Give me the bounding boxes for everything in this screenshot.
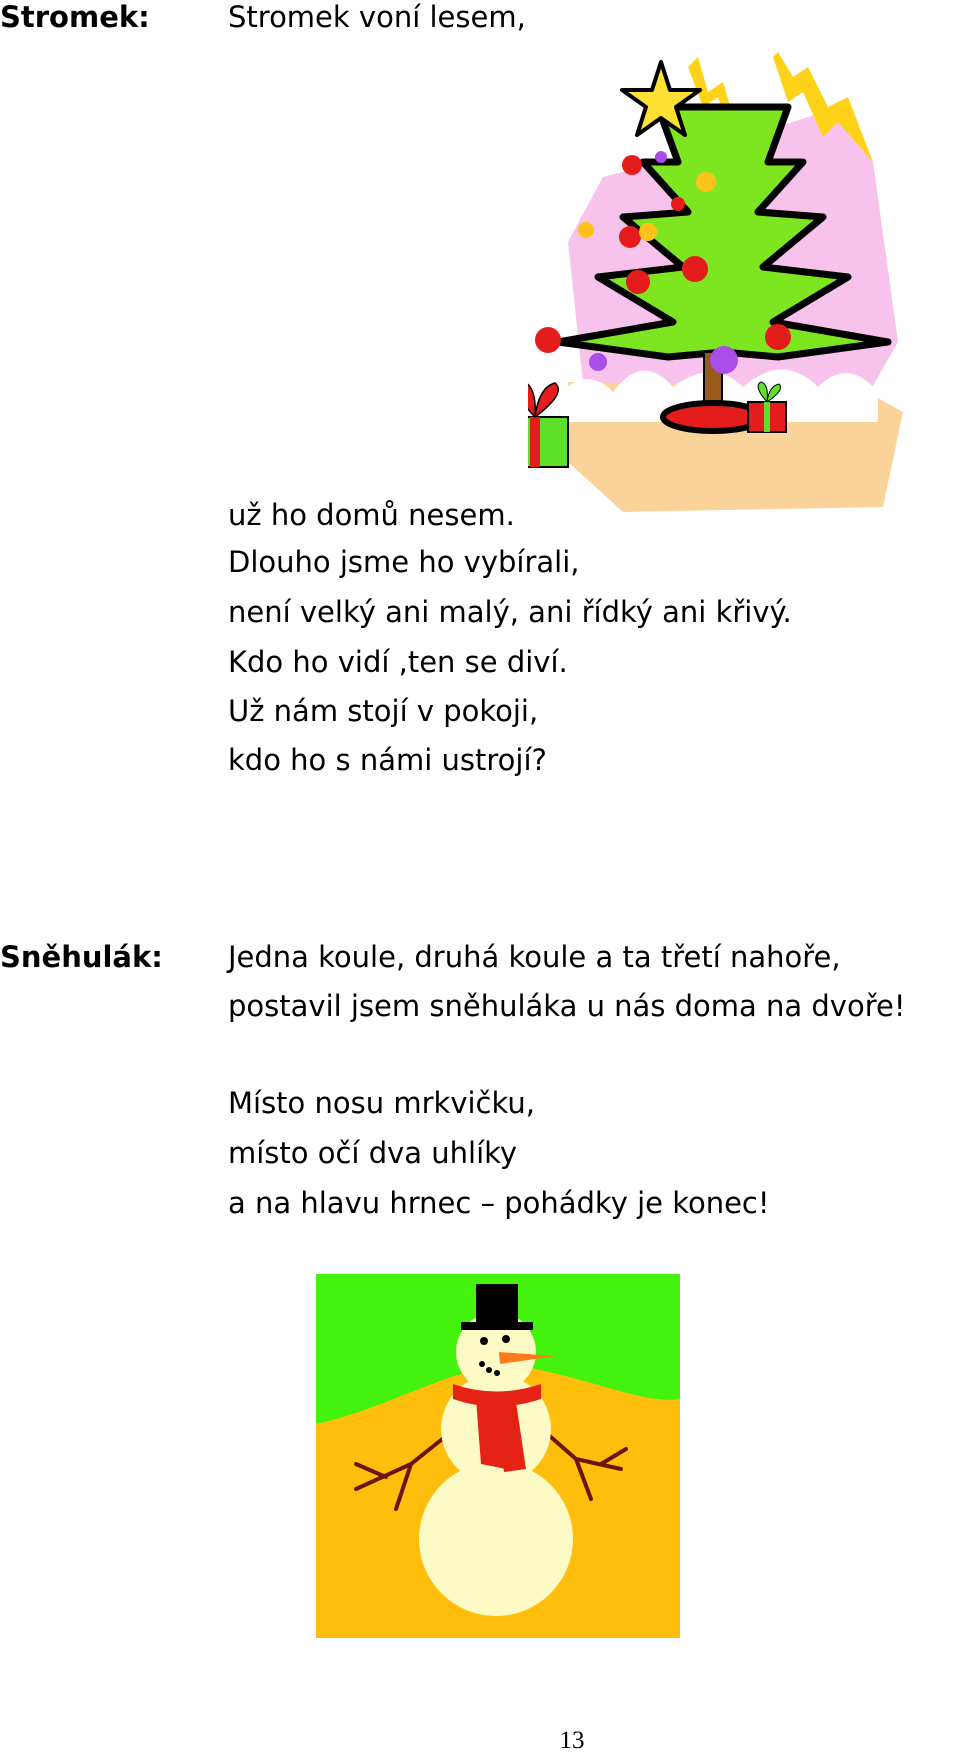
ornament-yellow bbox=[578, 222, 594, 238]
poem-line: Kdo ho vidí ,ten se diví. bbox=[228, 645, 568, 679]
ornament-red bbox=[619, 226, 641, 248]
poem-line: a na hlavu hrnec – pohádky je konec! bbox=[228, 1186, 770, 1220]
stromek-label: Stromek: bbox=[0, 0, 150, 34]
poem-line: Stromek voní lesem, bbox=[228, 0, 526, 34]
ornament-red bbox=[535, 327, 561, 353]
ornament-red bbox=[765, 324, 791, 350]
ornament-yellow bbox=[696, 172, 716, 192]
snowman-image bbox=[316, 1274, 680, 1638]
hat-top bbox=[476, 1284, 518, 1326]
poem-line: místo očí dva uhlíky bbox=[228, 1136, 518, 1170]
ornament-purple bbox=[655, 151, 667, 163]
poem-line: Dlouho jsme ho vybírali, bbox=[228, 545, 580, 579]
snowman-bottom bbox=[419, 1462, 573, 1616]
hat-brim bbox=[461, 1322, 533, 1330]
poem-line: Už nám stojí v pokoji, bbox=[228, 694, 539, 728]
page-number: 13 bbox=[559, 1727, 585, 1754]
poem-line: Místo nosu mrkvičku, bbox=[228, 1086, 535, 1120]
ornament-red bbox=[626, 270, 650, 294]
christmas-tree-image bbox=[528, 52, 908, 514]
poem-line: kdo ho s námi ustrojí? bbox=[228, 743, 547, 777]
poem-line: postavil jsem sněhuláka u nás doma na dvoře! bbox=[228, 989, 906, 1023]
ornament-yellow bbox=[639, 223, 657, 241]
ornament-red bbox=[682, 256, 708, 282]
poem-line: není velký ani malý, ani řídký ani křivý. bbox=[228, 595, 792, 629]
ornament-red bbox=[671, 197, 685, 211]
ornament-red bbox=[622, 155, 642, 175]
poem-line: už ho domů nesem. bbox=[228, 498, 515, 532]
poem-line: Jedna koule, druhá koule a ta třetí nahoře, bbox=[228, 940, 841, 974]
ornament-purple bbox=[589, 353, 607, 371]
snehulak-label: Sněhulák: bbox=[0, 940, 163, 974]
ornament-purple bbox=[710, 346, 738, 374]
